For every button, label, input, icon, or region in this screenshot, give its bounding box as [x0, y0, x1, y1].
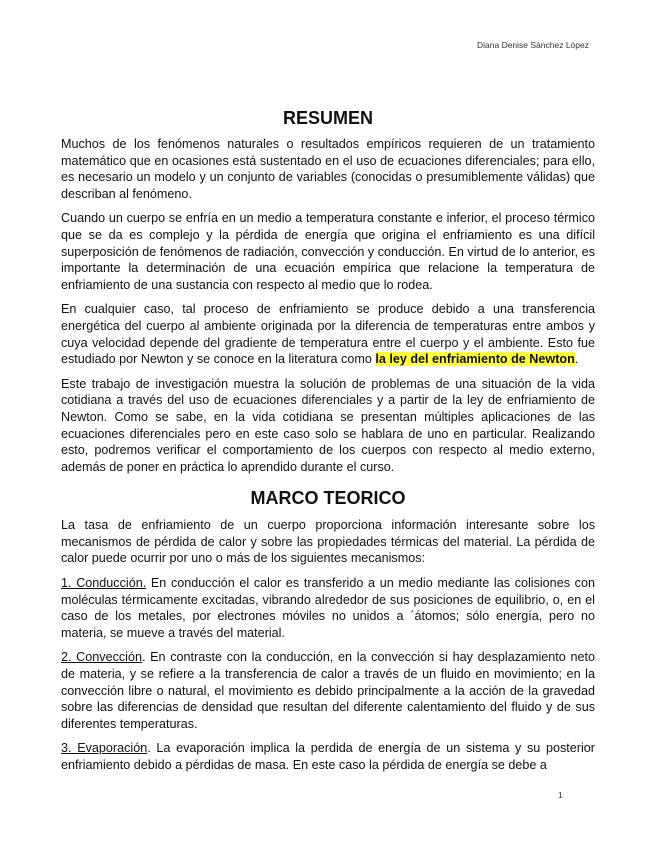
resumen-paragraph-3	[61, 301, 595, 367]
paragraph-text: En cualquier caso, tal proceso de enfriamiento se produce debido a una transferencia energética del cuerpo al ambiente originada por la diferencia de temperaturas entre ambos y cuya velocidad depende del gradiente de temperatura entre el cuerpo y el ambiente. Esto fue estudiado por Newton y se conoce en la literatura como	[61, 302, 595, 367]
resumen-heading: RESUMEN	[282, 108, 373, 128]
page-number: 1	[558, 790, 563, 800]
resumen-paragraph-1: Muchos de los fenómenos naturales o resultados empíricos requieren de un tratamiento matemático que en ocasiones está sustentado en el uso de ecuaciones diferenciales; para ello, es necesario un modelo y un conjunto de variables (conocidas o presumiblemente válidas) que describan al fenómeno.	[61, 137, 595, 201]
paragraph-text: .	[574, 352, 579, 367]
mechanism-text: . En contraste con la conducción, en la convección si hay desplazamiento neto de materia, y se refiere a la transferencia de calor a través de un fluido en movimiento; en la convección libre o natural, el movimiento es debido principalmente a la acción de la gravedad sobre las diferencias de densidad que resultan del diferente calentamiento del fluido y de sus diferentes temperaturas.	[61, 650, 595, 731]
page-body	[61, 108, 595, 782]
mechanism-conveccion	[61, 649, 595, 732]
marco-teorico-heading: MARCO TEORICO	[250, 488, 406, 509]
marco-intro-paragraph: La tasa de enfriamiento de un cuerpo proporciona información interesante sobre los mecanismos de pérdida de calor y sobre las propiedades térmicas del material. La pérdida de calor puede ocurrir por uno o más de los siguientes mecanismos:	[61, 518, 595, 566]
resumen-paragraph-2: Cuando un cuerpo se enfría en un medio a temperatura constante e inferior, el proceso térmico que se da es complejo y la pérdida de energía que origina el enfriamiento es una difícil superposición de fenómenos de radiación, convección y conducción. En virtud de lo anterior, es importante la determinación de una ecuación empírica que relacione la temperatura de enfriamiento de una sustancia con respecto al medio que lo rodea.	[61, 211, 595, 292]
mechanism-evaporacion	[61, 740, 595, 773]
mechanism-term: 1. Conducción.	[61, 576, 147, 591]
mechanism-term: 2. Convección	[61, 650, 142, 665]
resumen-paragraph-4: Este trabajo de investigación muestra la solución de problemas de una situación de la vida cotidiana a través del uso de ecuaciones diferenciales y a partir de la ley de enfriamiento de Newton. Como se sabe, en la vida cotidiana se presentan múltiples aplicaciones de las ecuaciones diferenciales pero en este caso solo se hablara de uno en particular. Realizando esto, podremos verificar el comportamiento de los cuerpos con respecto al medio externo, además de poner en práctica lo aprendido durante el curso.	[61, 376, 595, 474]
mechanism-text: . La evaporación implica la perdida de energía de un sistema y su posterior enfriamiento debido a pérdidas de masa. En este caso la pérdida de energía se debe a	[61, 741, 595, 772]
mechanism-conduccion	[61, 575, 595, 641]
highlighted-term: la ley del enfriamiento de Newton	[375, 352, 575, 367]
mechanism-text: En conducción el calor es transferido a un medio mediante las colisiones con moléculas térmicamente excitadas, vibrando alrededor de sus posiciones de equilibrio, o, en el caso de los metales, por electrones móviles no unidos a ´átomos; sólo energía, pero no materia, se mueve a través del material.	[61, 576, 595, 640]
header-author: Diana Denise Sánchez López	[477, 40, 589, 50]
mechanism-term: 3. Evaporación	[61, 741, 148, 756]
